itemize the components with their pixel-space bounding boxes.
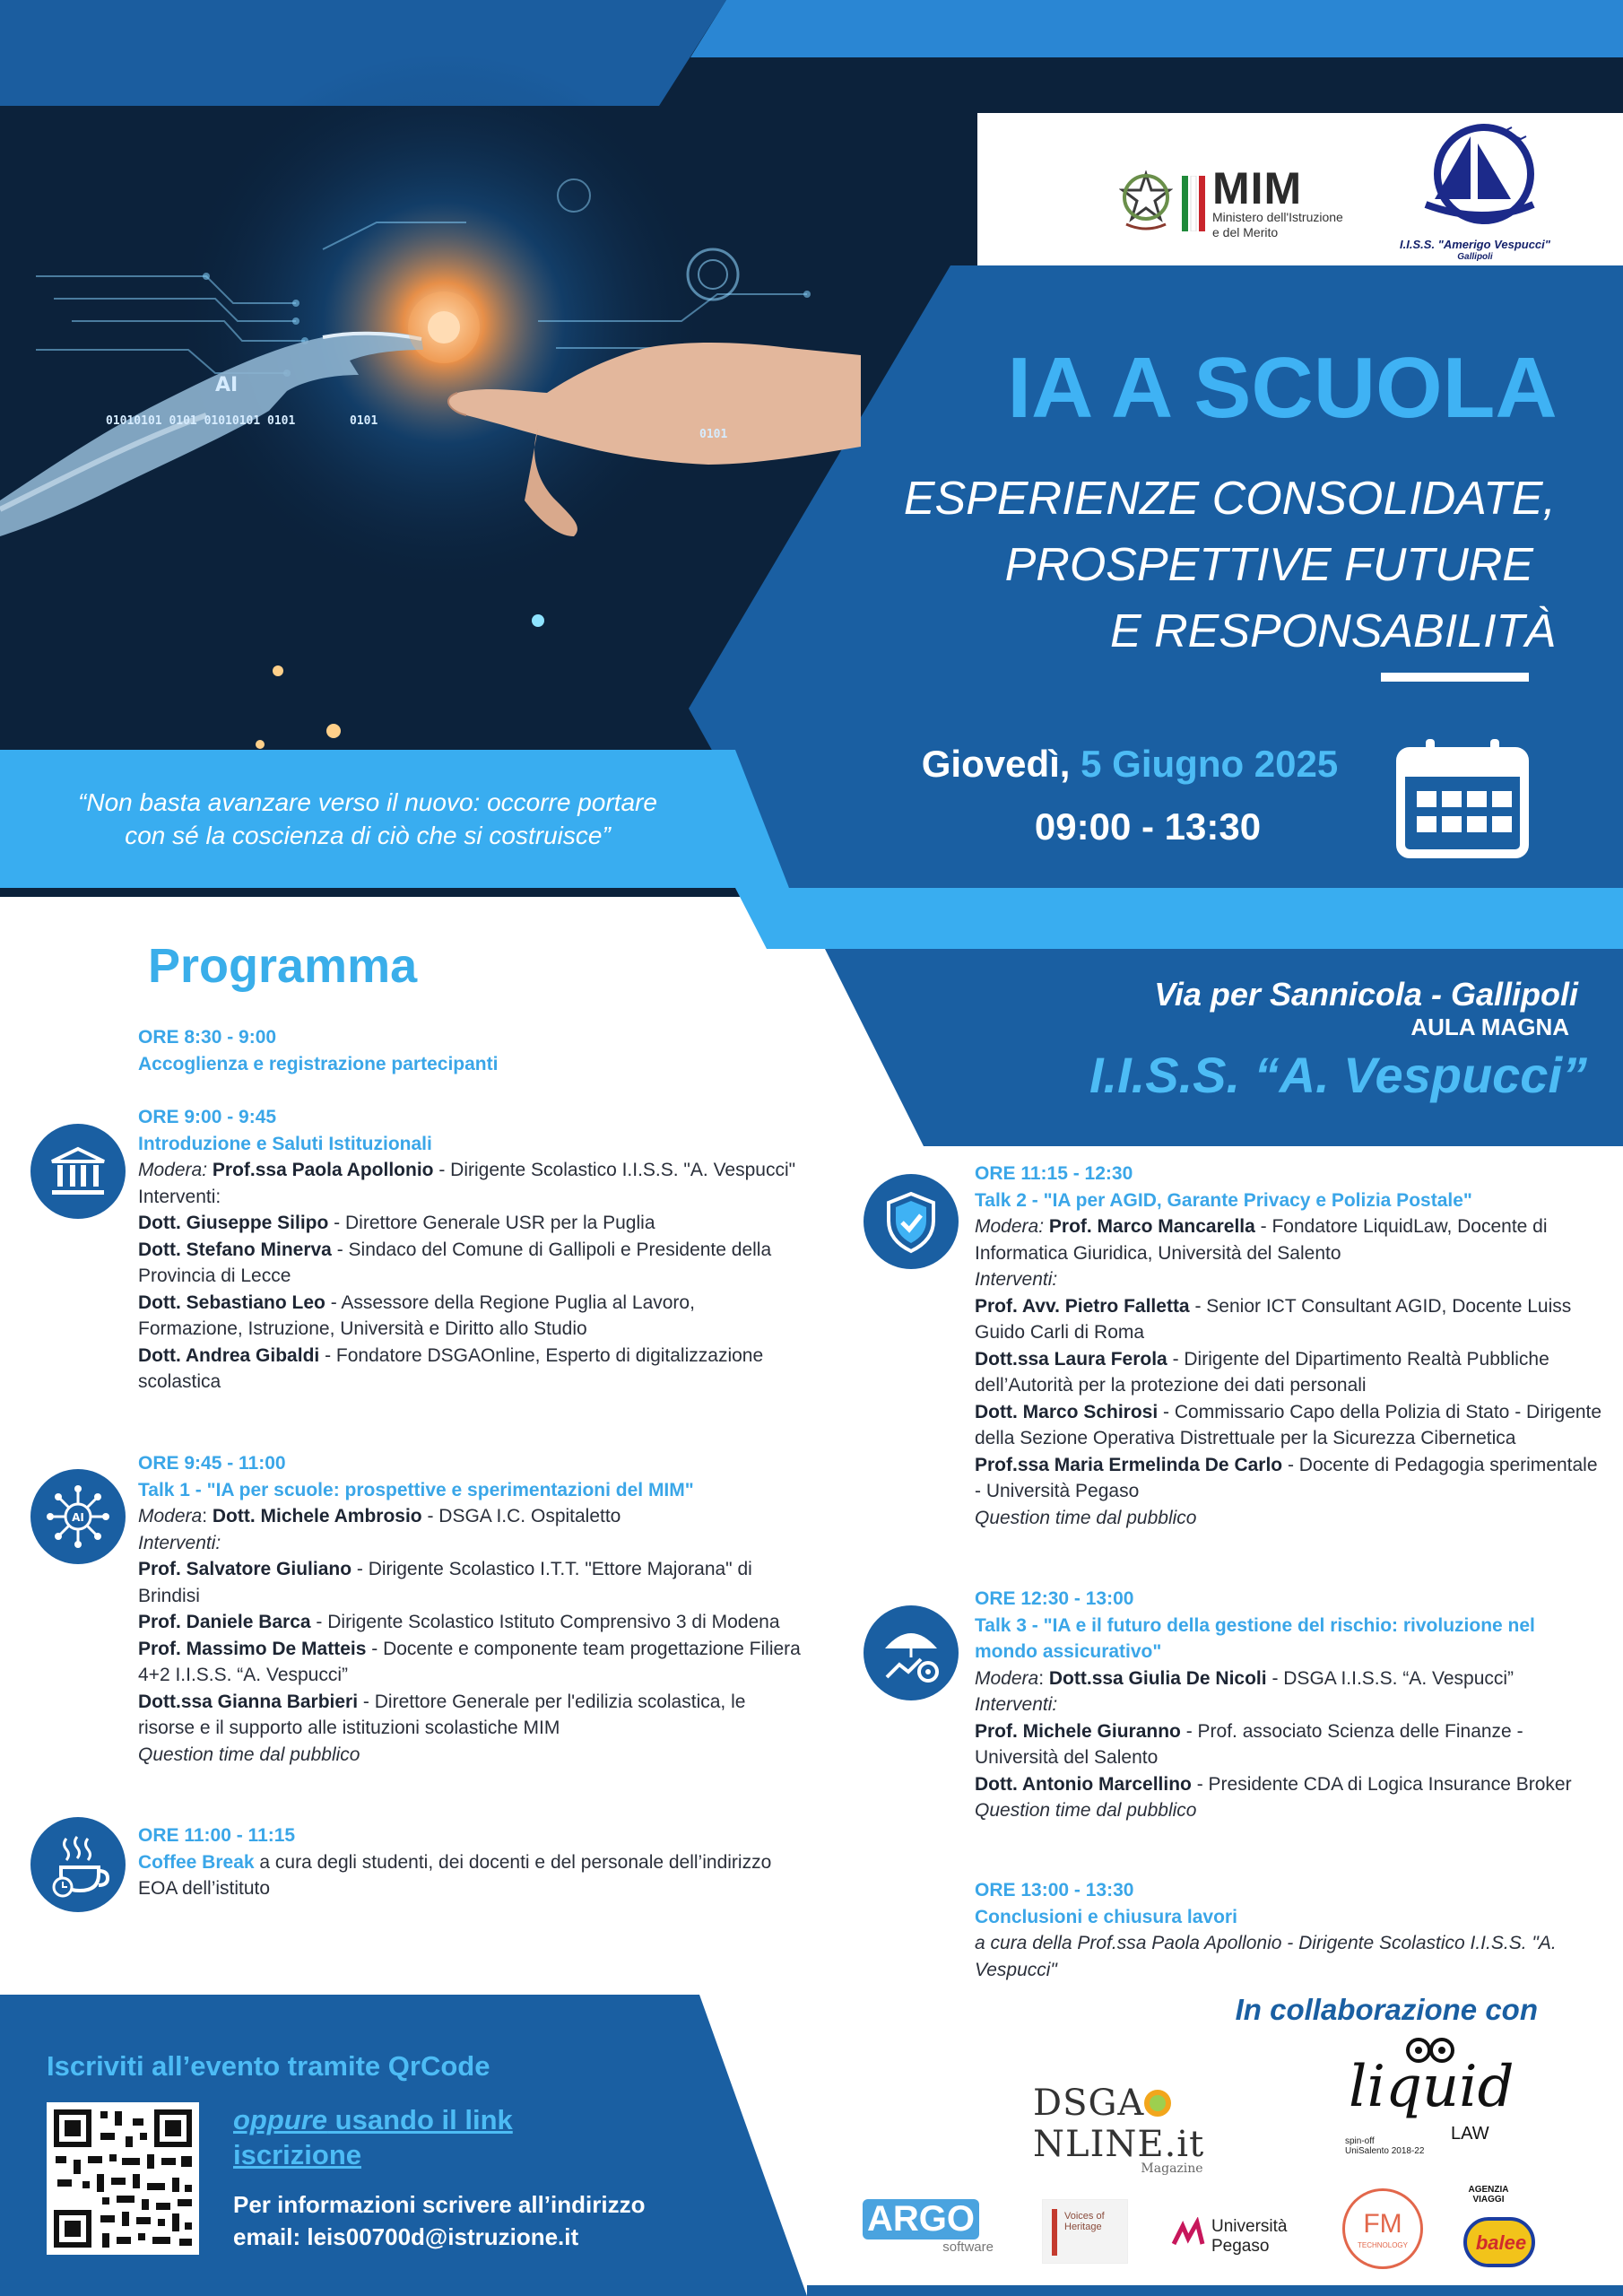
argo-software-logo — [863, 2199, 997, 2271]
shield-check-icon — [864, 1174, 959, 1269]
school-sailboat-logo-icon — [1399, 118, 1551, 226]
speakers-label: Interventi: — [975, 1269, 1058, 1290]
registration-link-oppure[interactable]: oppure — [233, 2104, 328, 2135]
speaker-line: Dott. Marco Schirosi - Commissario Capo della Polizia di Stato - Dirigente della Sezione Operativa Distrettuale per la Sicurezza Cibernetica — [975, 1401, 1602, 1448]
coffee-break-line: Coffee Break a cura degli studenti, dei docenti e del personale dell’indirizzo EOA dell’istituto — [138, 1851, 772, 1899]
title-underline — [1381, 673, 1529, 682]
moderator-line: Modera: Prof.ssa Paola Apollonio - Dirigente Scolastico I.I.S.S. "A. Vespucci" — [138, 1160, 796, 1180]
programme-block-welcome — [138, 1104, 802, 1396]
block-time: ORE 8:30 - 9:00 — [138, 1027, 277, 1048]
programme-block-coffee-break — [138, 1822, 802, 1902]
liquidlaw-spinoff: spin-off UniSalento 2018-22 — [1345, 2136, 1425, 2156]
speaker-line: Prof. Salvatore Giuliano - Dirigente Scolastico I.T.T. "Ettore Majorana" di Brindisi — [138, 1559, 752, 1606]
speaker-line: Dott. Sebastiano Leo - Assessore della Regione Puglia al Lavoro, Formazione, Istruzione, Università e Diritto allo Studio — [138, 1292, 695, 1339]
hero-binary-1: 01010101 0101 01010101 0101 — [106, 414, 296, 428]
registration-link-text[interactable]: usando il link iscrizione — [233, 2104, 513, 2170]
block-heading: Talk 1 - "IA per scuole: prospettive e sperimentazioni del MIM" — [138, 1479, 694, 1500]
speaker-line: Prof. Massimo De Matteis - Docente e componente team progettazione Filiera 4+2 I.I.S.S. “A. Vespucci” — [138, 1638, 801, 1685]
voices-of-heritage-logo: Voices of Heritage — [1042, 2199, 1128, 2264]
mim-logo-text — [1212, 163, 1374, 240]
school-caption-line-1: I.I.S.S. "Amerigo Vespucci" — [1400, 238, 1550, 251]
contact-info-line-1: Per informazioni scrivere all’indirizzo — [233, 2191, 646, 2218]
question-time: Question time dal pubblico — [138, 1744, 360, 1765]
shield-icon-circle — [864, 1174, 959, 1269]
speaker-line: Dott. Antonio Marcellino - Presidente CDA di Logica Insurance Broker — [975, 1773, 1572, 1795]
pegaso-line-2: Pegaso — [1211, 2237, 1270, 2256]
speakers-label: Interventi: — [138, 1186, 221, 1207]
school-caption-line-2: Gallipoli — [1457, 252, 1493, 262]
block-time: ORE 11:15 - 12:30 — [975, 1163, 1133, 1184]
block-time: ORE 9:00 - 9:45 — [138, 1107, 277, 1127]
speakers-label: Interventi: — [138, 1532, 221, 1553]
question-time: Question time dal pubblico — [975, 1800, 1197, 1821]
balee-travel-logo — [1453, 2185, 1551, 2274]
hero-binary-3: 0101 — [699, 428, 728, 441]
block-heading: Conclusioni e chiusura lavori — [975, 1906, 1237, 1927]
speaker-line: Dott. Stefano Minerva - Sindaco del Comune di Gallipoli e Presidente della Provincia di Lecce — [138, 1239, 772, 1286]
ai-network-icon — [30, 1469, 126, 1564]
contact-email: email: leis00700d@istruzione.it — [233, 2223, 579, 2250]
quote-line-2: con sé la coscienza di ciò che si costruisce” — [125, 822, 611, 849]
liquidlaw-wordmark: liquid — [1349, 2054, 1515, 2120]
block-heading: Talk 2 - "IA per AGID, Garante Privacy e Polizia Postale" — [975, 1189, 1472, 1211]
hero-ai-label: AI — [215, 374, 239, 396]
block-time: ORE 9:45 - 11:00 — [138, 1453, 286, 1474]
question-time: Question time dal pubblico — [975, 1507, 1197, 1528]
fm-technology-logo: FM TECHNOLOGY — [1342, 2188, 1423, 2269]
quote-line-1: “Non basta avanzare verso il nuovo: occorre portare — [78, 788, 657, 816]
programme-block-talk-3 — [975, 1586, 1602, 1824]
subtitle-line-3: E RESPONSABILITÀ — [1109, 605, 1556, 657]
programme-block-registration — [138, 1024, 802, 1077]
liquidlaw-logo — [1345, 2038, 1524, 2154]
speaker-line: Dott. Giuseppe Silipo - Direttore Generale USR per la Puglia — [138, 1213, 655, 1233]
school-logo-caption — [1385, 239, 1565, 264]
programme-block-talk-2 — [975, 1161, 1602, 1531]
subtitle-line-2: PROSPETTIVE FUTURE — [1004, 539, 1533, 591]
speaker-line: Dott.ssa Laura Ferola - Dirigente del Dipartimento Realtà Pubbliche dell’Autorità per la protezione dei dati personali — [975, 1348, 1549, 1396]
block-time: ORE 12:30 - 13:00 — [975, 1588, 1134, 1609]
quote — [36, 786, 699, 852]
event-date — [879, 743, 1381, 786]
venue-address: Via per Sannicola - Gallipoli — [1154, 976, 1578, 1013]
speaker-line: Prof. Michele Giuranno - Prof. associato Scienza delle Finanze - Università del Salento — [975, 1720, 1523, 1768]
pegaso-line-1: Università — [1211, 2217, 1288, 2236]
registration-qr-code[interactable] — [47, 2102, 199, 2255]
hero-ai-hands-image — [0, 106, 861, 752]
italian-flag-icon — [1182, 176, 1205, 231]
calendar-icon — [1395, 737, 1530, 859]
block-time: ORE 13:00 - 13:30 — [975, 1880, 1134, 1900]
contact-info — [233, 2188, 735, 2253]
moderator-line: Modera: Prof. Marco Mancarella - Fondatore LiquidLaw, Docente di Informatica Giuridica, Università del Salento — [975, 1216, 1548, 1264]
venue-room: AULA MAGNA — [1410, 1013, 1569, 1040]
registration-title: Iscriviti all’evento tramite QrCode — [47, 2050, 490, 2082]
svg-text:AI: AI — [72, 1511, 84, 1524]
ai-network-icon-circle — [30, 1469, 126, 1564]
universita-pegaso-logo — [1170, 2210, 1305, 2264]
programme-title: Programma — [148, 939, 418, 993]
balee-wordmark: balee — [1475, 2231, 1527, 2254]
institution-building-icon — [30, 1124, 126, 1219]
mim-subtitle-1: Ministero dell'Istruzione — [1212, 210, 1343, 224]
institution-icon-circle — [30, 1124, 126, 1219]
event-day: Giovedì, — [921, 743, 1071, 785]
coffee-cup-icon — [30, 1817, 126, 1912]
block-time: ORE 11:00 - 11:15 — [138, 1825, 296, 1846]
programme-block-conclusions — [975, 1877, 1567, 1983]
partners-title: In collaborazione con — [1235, 1993, 1538, 2026]
argo-sub: software — [942, 2239, 994, 2255]
registration-link[interactable] — [233, 2102, 574, 2172]
pegaso-icon — [1170, 2217, 1206, 2253]
insurance-icon-circle — [864, 1605, 959, 1700]
balee-top: AGENZIA VIAGGI — [1468, 2185, 1509, 2205]
speaker-line: Prof. Avv. Pietro Falletta - Senior ICT Consultant AGID, Docente Luiss Guido Carli di Roma — [975, 1295, 1572, 1343]
voices-bar-icon — [1052, 2209, 1057, 2256]
event-title: IA A SCUOLA — [1007, 340, 1558, 436]
argo-letters: ARGO — [863, 2199, 997, 2239]
speaker-line: Dott. Andrea Gibaldi - Fondatore DSGAOnline, Esperto di digitalizzazione scolastica — [138, 1344, 764, 1392]
block-heading: Accoglienza e registrazione partecipanti — [138, 1053, 499, 1074]
event-time: 09:00 - 13:30 — [1034, 805, 1262, 848]
conclusions-text: a cura della Prof.ssa Paola Apollonio - Dirigente Scolastico I.I.S.S. "A. Vespucci" — [975, 1933, 1557, 1980]
dsgaonline-logo: DSGANLINE.it Magazine — [1033, 2083, 1311, 2145]
liquidlaw-law: LAW — [1451, 2124, 1489, 2144]
dsgaonline-sub: Magazine — [1141, 2161, 1203, 2176]
programme-block-talk-1 — [138, 1450, 802, 1768]
speaker-line: Dott.ssa Gianna Barbieri - Direttore Generale per l'edilizia scolastica, le risorse e il supporto alle istituzioni scolastiche MIM — [138, 1691, 746, 1738]
moderator-line: Modera: Dott.ssa Giulia De Nicoli - DSGA I.I.S.S. “A. Vespucci” — [975, 1667, 1515, 1689]
speaker-line: Prof. Daniele Barca - Dirigente Scolastico Istituto Comprensivo 3 di Modena — [138, 1612, 780, 1632]
event-date-value: 5 Giugno 2025 — [1081, 743, 1339, 785]
moderator-line: Modera: Dott. Michele Ambrosio - DSGA I.C. Ospitaletto — [138, 1506, 621, 1526]
speakers-label: Interventi: — [975, 1694, 1058, 1715]
hero-binary-2: 0101 — [350, 414, 378, 428]
dsgaonline-o-icon — [1144, 2090, 1171, 2117]
block-heading: Introduzione e Saluti Istituzionali — [138, 1133, 432, 1154]
umbrella-risk-icon — [864, 1605, 959, 1700]
italian-republic-emblem-icon — [1119, 170, 1173, 233]
subtitle-line-1: ESPERIENZE CONSOLIDATE, — [903, 473, 1556, 525]
mim-subtitle-2: e del Merito — [1212, 225, 1279, 239]
block-heading: Talk 3 - "IA e il futuro della gestione del rischio: rivoluzione nel mondo assicurativo" — [975, 1614, 1535, 1662]
mim-title: MIM — [1212, 163, 1303, 213]
venue-school: I.I.S.S. “A. Vespucci” — [1089, 1047, 1587, 1103]
coffee-icon-circle — [30, 1817, 126, 1912]
speaker-line: Prof.ssa Maria Ermelinda De Carlo - Docente di Pedagogia sperimentale - Università Pegaso — [975, 1454, 1598, 1501]
